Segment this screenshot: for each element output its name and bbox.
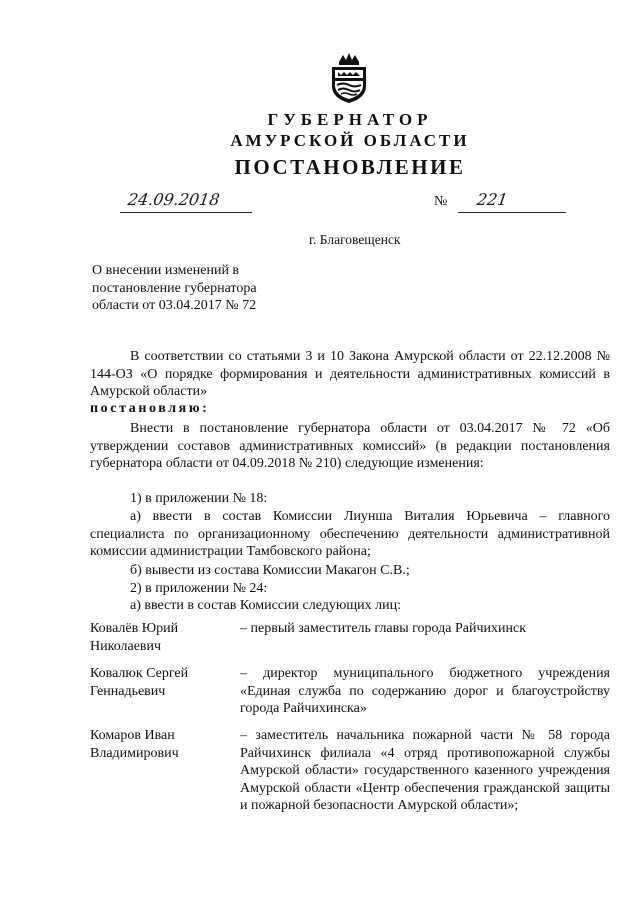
main-paragraph: Внести в постановление губернатора области от 03.04.2017 № 72 «Об утверждении составов административных комиссий» (в редакции постановления губернатора области от 04.09.2018 № 210) следующие изменения: [90,421,610,471]
header-title-governor: ГУБЕРНАТОР [267,110,433,129]
number-sign: № [434,194,448,209]
document-subject: О внесении изменений в постановление губернатора области от 03.04.2017 № 72 [92,263,257,313]
member-role: – заместитель начальника пожарной части № 58 города Райчихинск филиала «4 отряд противопожарной службы Амурской области» государственного казенного учреждения Амурской области «Центр обеспечения гражданской защиты и пожарной безопасности Амурской области»; [240,728,610,813]
preamble-paragraph: В соответствии со статьями 3 и 10 Закона Амурской области от 22.12.2008 № 144-ОЗ «О порядке формирования и деятельности административных комиссий в Амурской области» [90,349,610,399]
list-item: а) ввести в состав Комиссии следующих лиц: [130,598,401,613]
coat-of-arms-icon [326,52,372,104]
list-item: 1) в приложении № 18: [130,491,268,506]
document-number: 221 [475,190,509,209]
list-item: 2) в приложении № 24: [130,581,268,596]
document-city: г. Благовещенск [309,232,401,247]
member-name: Ковалёв Юрий Николаевич [90,621,179,654]
member-role: – первый заместитель главы города Райчихинск [240,621,527,636]
member-role: – директор муниципального бюджетного учреждения «Единая служба по содержанию дорог и благоустройству города Райчихинска» [240,666,610,716]
document-type: ПОСТАНОВЛЕНИЕ [234,155,466,179]
document-date: 24.09.2018 [126,190,221,209]
decree-word: постановляю: [90,401,210,416]
header-title-region: АМУРСКОЙ ОБЛАСТИ [230,131,470,150]
member-name: Комаров Иван Владимирович [90,728,179,761]
number-underline [458,192,566,213]
list-item: б) вывести из состава Комиссии Макагон С.В.; [130,563,410,578]
member-name: Ковалюк Сергей Геннадьевич [90,666,189,699]
list-item: а) ввести в состав Комиссии Лиунша Виталия Юрьевича – главного специалиста по организационному обеспечению деятельности административной комиссии администрации Тамбовского района; [90,509,610,559]
